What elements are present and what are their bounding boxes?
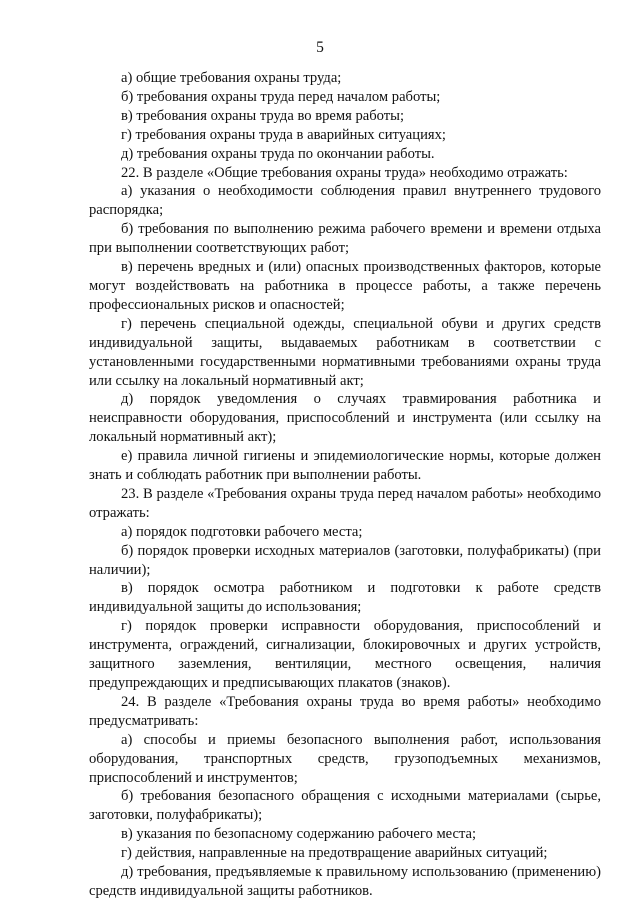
list-item: г) требования охраны труда в аварийных ситуациях; <box>121 126 446 143</box>
list-item: д) требования охраны труда по окончании работы. <box>121 145 435 162</box>
list-item: е) правила личной гигиены и эпидемиологические нормы, которые должен знать и соблюдать работник при выполнении работы. <box>89 448 601 484</box>
list-item: б) требования охраны труда перед началом работы; <box>121 88 441 105</box>
section-23-heading: 23. В разделе «Требования охраны труда перед началом работы» необходимо отражать: <box>89 485 601 521</box>
list-item: а) порядок подготовки рабочего места; <box>121 523 363 540</box>
document-body <box>89 69 601 901</box>
list-item: а) указания о необходимости соблюдения правил внутреннего трудового распорядка; <box>89 183 601 219</box>
list-item: г) действия, направленные на предотвращение аварийных ситуаций; <box>121 845 548 862</box>
list-item: г) порядок проверки исправности оборудования, приспособлений и инструмента, ограждений, сигнализации, блокировочных и других устройств, защитного заземления, вентиляции, местного освещения, наличия предупреждающих и предписывающих плакатов (знаков). <box>89 618 601 691</box>
section-22-heading: 22. В разделе «Общие требования охраны труда» необходимо отражать: <box>121 164 568 181</box>
list-item: г) перечень специальной одежды, специальной обуви и других средств индивидуальной защиты, выдаваемых работникам в соответствии с установленными государственными нормативными требованиями охраны труда или ссылку на локальный нормативный акт; <box>89 315 601 389</box>
list-item: в) перечень вредных и (или) опасных производственных факторов, которые могут воздействовать на работника в процессе работы, а также перечень профессиональных рисков и опасностей; <box>89 259 601 313</box>
list-item: а) общие требования охраны труда; <box>121 70 342 86</box>
list-item: в) требования охраны труда во время работы; <box>121 107 405 124</box>
list-item: в) порядок осмотра работником и подготовки к работе средств индивидуальной защиты до использования; <box>89 580 601 616</box>
list-item: д) порядок уведомления о случаях травмирования работника и неисправности оборудования, приспособлений и инструмента (или ссылку на локальный нормативный акт); <box>89 391 601 446</box>
list-item: б) требования по выполнению режима рабочего времени и времени отдыха при выполнении соответствующих работ; <box>89 221 601 257</box>
list-item: д) требования, предъявляемые к правильному использованию (применению) средств индивидуальной защиты работников. <box>89 864 601 899</box>
page-number: 5 <box>316 39 324 56</box>
section-24-heading: 24. В разделе «Требования охраны труда во время работы» необходимо предусматривать: <box>89 693 601 729</box>
list-item: а) способы и приемы безопасного выполнения работ, использования оборудования, транспортных средств, грузоподъемных механизмов, приспособлений и инструментов; <box>89 731 601 786</box>
list-item: б) требования безопасного обращения с исходными материалами (сырье, заготовки, полуфабрикаты); <box>89 788 601 824</box>
list-item: в) указания по безопасному содержанию рабочего места; <box>121 826 477 843</box>
list-item: б) порядок проверки исходных материалов (заготовки, полуфабрикаты) (при наличии); <box>89 542 601 578</box>
